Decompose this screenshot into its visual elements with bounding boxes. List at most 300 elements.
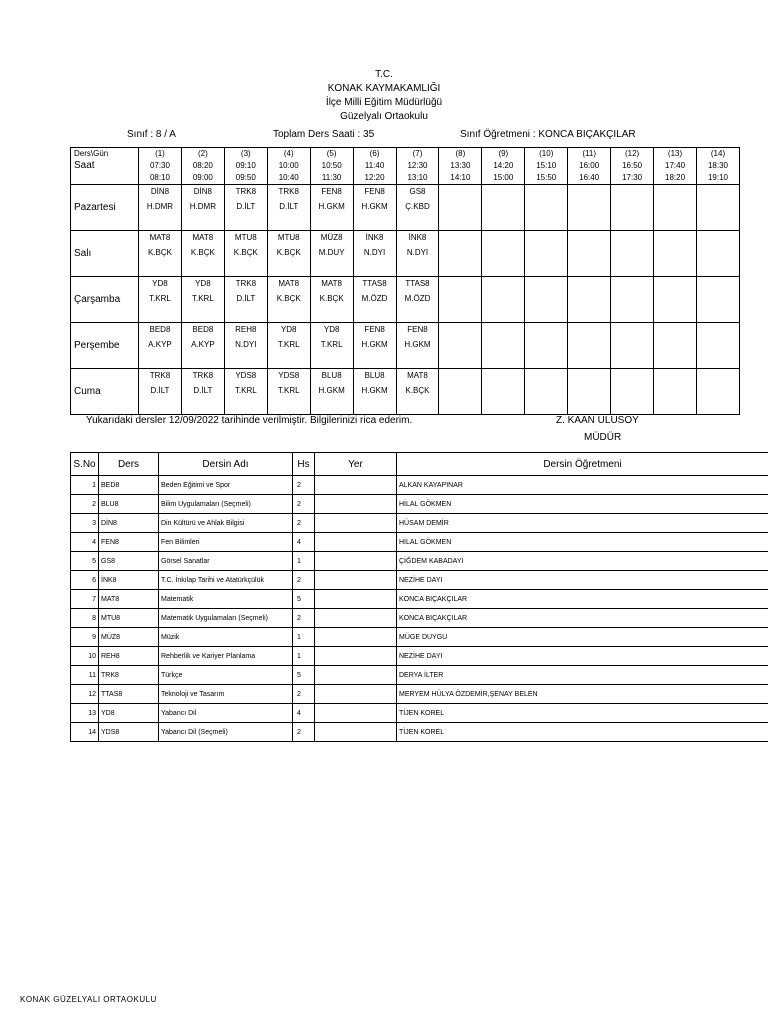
course-yer	[315, 685, 397, 704]
period-start: 08:20	[192, 161, 213, 170]
period-num: (14)	[710, 149, 726, 158]
period-start: 10:00	[278, 161, 299, 170]
lesson-code: TRK8	[235, 279, 257, 288]
lesson-code: İNK8	[408, 233, 427, 242]
schedule-cell	[611, 185, 654, 231]
course-code: İNK8	[99, 571, 159, 590]
course-code: MAT8	[99, 590, 159, 609]
period-header-cell	[611, 148, 654, 185]
course-column-header: Dersin Adı	[159, 453, 293, 476]
day-name: Perşembe	[71, 323, 139, 369]
course-yer	[315, 533, 397, 552]
course-teacher: TİJEN KOREL	[397, 704, 768, 723]
course-name: Yabancı Dil	[159, 704, 293, 723]
course-no: 10	[71, 647, 99, 666]
course-row	[71, 666, 768, 685]
course-teacher: HİLAL GÖKMEN	[397, 495, 768, 514]
schedule-cell	[224, 369, 267, 415]
course-yer	[315, 476, 397, 495]
course-no: 11	[71, 666, 99, 685]
lesson-teacher: H.GKM	[404, 340, 431, 349]
course-row	[71, 685, 768, 704]
course-hs: 2	[293, 495, 315, 514]
lesson-code: YD8	[280, 325, 297, 334]
schedule-cell	[439, 277, 482, 323]
lesson-teacher: K.BÇK	[190, 248, 215, 257]
schedule-cell	[568, 231, 611, 277]
header-line-tc: T.C.	[375, 69, 393, 80]
course-teacher: KONCA BIÇAKÇILAR	[397, 590, 768, 609]
lesson-code: BED8	[192, 325, 214, 334]
course-column-header: Ders	[99, 453, 159, 476]
header-line-school: Güzelyalı Ortaokulu	[340, 111, 428, 122]
lesson-teacher: T.KRL	[277, 386, 300, 395]
period-num: (7)	[412, 149, 423, 158]
lesson-teacher: K.BÇK	[319, 294, 344, 303]
schedule-cell	[654, 185, 697, 231]
period-num: (10)	[539, 149, 554, 158]
lesson-teacher: H.GKM	[318, 202, 345, 211]
schedule-cell	[482, 231, 525, 277]
course-code: YDS8	[99, 723, 159, 742]
course-hs: 2	[293, 514, 315, 533]
course-code: BED8	[99, 476, 159, 495]
schedule-day-row	[71, 277, 740, 323]
course-teacher: ALKAN KAYAPINAR	[397, 476, 768, 495]
schedule-cell	[439, 369, 482, 415]
schedule-cell	[310, 323, 353, 369]
schedule-cell	[310, 369, 353, 415]
course-code: MTU8	[99, 609, 159, 628]
course-name: Yabancı Dil (Seçmeli)	[159, 723, 293, 742]
schedule-corner-cell	[71, 148, 139, 185]
schedule-cell	[353, 323, 396, 369]
course-name: T.C. İnkılap Tarihi ve Atatürkçülük	[159, 571, 293, 590]
lesson-teacher: M.ÖZD	[361, 294, 388, 303]
lesson-code: MTU8	[234, 233, 257, 242]
lesson-code: DİN8	[193, 187, 212, 196]
period-header-cell	[353, 148, 396, 185]
day-name: Pazartesi	[71, 185, 139, 231]
schedule-cell	[310, 231, 353, 277]
schedule-cell	[696, 369, 739, 415]
period-num: (3)	[240, 149, 251, 158]
schedule-cell	[139, 369, 182, 415]
header-line-kaymakamlik: KONAK KAYMAKAMLIĞI	[327, 83, 441, 94]
course-hs: 2	[293, 571, 315, 590]
course-no: 4	[71, 533, 99, 552]
schedule-cell	[611, 323, 654, 369]
course-hs: 1	[293, 628, 315, 647]
course-teacher: NEZİHE DAYI	[397, 571, 768, 590]
schedule-cell	[696, 231, 739, 277]
course-name: Matematik	[159, 590, 293, 609]
period-num: (5)	[326, 149, 337, 158]
lesson-teacher: N.DYI	[363, 248, 386, 257]
course-hs: 5	[293, 666, 315, 685]
period-end: 18:20	[665, 173, 686, 182]
course-teacher: DERYA İLTER	[397, 666, 768, 685]
lesson-code: MAT8	[321, 279, 343, 288]
course-no: 14	[71, 723, 99, 742]
lesson-code: GS8	[409, 187, 426, 196]
schedule-cell	[310, 277, 353, 323]
lesson-teacher: H.GKM	[318, 386, 345, 395]
lesson-teacher: H.DMR	[146, 202, 174, 211]
lesson-code: TRK8	[235, 187, 257, 196]
schedule-cell	[267, 231, 310, 277]
period-start: 09:10	[235, 161, 256, 170]
lesson-teacher: D.İLT	[236, 202, 256, 211]
schedule-cell	[139, 185, 182, 231]
period-num: (8)	[455, 149, 466, 158]
course-no: 8	[71, 609, 99, 628]
period-end: 09:50	[235, 173, 256, 182]
period-start: 10:50	[321, 161, 342, 170]
course-row	[71, 552, 768, 571]
period-end: 17:30	[622, 173, 643, 182]
course-row	[71, 514, 768, 533]
course-code: DİN8	[99, 514, 159, 533]
course-row	[71, 476, 768, 495]
course-yer	[315, 723, 397, 742]
schedule-cell	[353, 369, 396, 415]
lesson-code: MÜZ8	[320, 233, 343, 242]
lesson-code: YD8	[152, 279, 168, 288]
schedule-cell	[525, 231, 568, 277]
period-end: 16:40	[579, 173, 600, 182]
schedule-cell	[267, 277, 310, 323]
course-teacher: HİLAL GÖKMEN	[397, 533, 768, 552]
course-code: TRK8	[99, 666, 159, 685]
schedule-cell	[396, 231, 439, 277]
period-header-cell	[525, 148, 568, 185]
schedule-cell	[267, 369, 310, 415]
lesson-teacher: D.İLT	[279, 202, 299, 211]
course-name: Beden Eğitimi ve Spor	[159, 476, 293, 495]
schedule-cell	[525, 185, 568, 231]
lesson-teacher: T.KRL	[191, 294, 214, 303]
schedule-cell	[696, 185, 739, 231]
course-no: 2	[71, 495, 99, 514]
period-start: 18:30	[707, 161, 728, 170]
total-hours-info: Toplam Ders Saati : 35	[273, 129, 375, 140]
schedule-cell	[396, 369, 439, 415]
period-header-cell	[482, 148, 525, 185]
schedule-cell	[396, 323, 439, 369]
course-yer	[315, 514, 397, 533]
schedule-cell	[181, 369, 224, 415]
period-end: 15:00	[493, 173, 514, 182]
lesson-code: BLU8	[364, 371, 385, 380]
lesson-code: TRK8	[149, 371, 171, 380]
course-code: BLU8	[99, 495, 159, 514]
schedule-cell	[696, 323, 739, 369]
schedule-cell	[267, 323, 310, 369]
lesson-code: MAT8	[407, 371, 428, 380]
schedule-cell	[654, 231, 697, 277]
course-hs: 4	[293, 533, 315, 552]
course-teacher: NEZİHE DAYI	[397, 647, 768, 666]
schedule-cell	[654, 323, 697, 369]
course-header-row	[71, 453, 768, 476]
period-num: (2)	[197, 149, 208, 158]
class-teacher-info: Sınıf Öğretmeni : KONCA BIÇAKÇILAR	[460, 129, 636, 140]
lesson-code: DİN8	[150, 187, 170, 196]
period-start: 15:10	[536, 161, 557, 170]
schedule-cell	[568, 369, 611, 415]
schedule-cell	[224, 185, 267, 231]
course-code: GS8	[99, 552, 159, 571]
course-yer	[315, 571, 397, 590]
course-code: TTAS8	[99, 685, 159, 704]
day-name: Cuma	[71, 369, 139, 415]
course-no: 5	[71, 552, 99, 571]
schedule-cell	[482, 323, 525, 369]
schedule-cell	[353, 185, 396, 231]
schedule-cell	[654, 277, 697, 323]
course-column-header: S.No	[71, 453, 99, 476]
lesson-teacher: M.DUY	[318, 248, 345, 257]
period-end: 09:00	[192, 173, 213, 182]
course-code: REH8	[99, 647, 159, 666]
course-hs: 1	[293, 552, 315, 571]
course-code: MÜZ8	[99, 628, 159, 647]
period-start: 14:20	[493, 161, 514, 170]
period-end: 12:20	[364, 173, 385, 182]
lesson-teacher: D.İLT	[150, 386, 170, 395]
course-name: Teknoloji ve Tasarım	[159, 685, 293, 704]
course-teacher: MÜGE DUYGU	[397, 628, 768, 647]
period-header-cell	[139, 148, 182, 185]
course-row	[71, 609, 768, 628]
course-teacher: KONCA BIÇAKÇILAR	[397, 609, 768, 628]
schedule-cell	[525, 323, 568, 369]
schedule-cell	[181, 185, 224, 231]
course-teacher: MERYEM HÜLYA ÖZDEMİR,ŞENAY BELEN	[397, 685, 768, 704]
course-no: 7	[71, 590, 99, 609]
course-no: 1	[71, 476, 99, 495]
lesson-teacher: M.ÖZD	[404, 294, 431, 303]
footer-school-name: KONAK GÜZELYALI ORTAOKULU	[20, 995, 157, 1004]
lesson-teacher: K.BÇK	[276, 294, 301, 303]
schedule-cell	[353, 231, 396, 277]
schedule-cell	[525, 277, 568, 323]
lesson-teacher: N.DYI	[406, 248, 429, 257]
schedule-cell	[396, 277, 439, 323]
course-row	[71, 704, 768, 723]
course-name: Fen Bilimleri	[159, 533, 293, 552]
principal-title: MÜDÜR	[584, 432, 622, 443]
course-hs: 5	[293, 590, 315, 609]
course-yer	[315, 609, 397, 628]
lesson-teacher: N.DYI	[235, 340, 257, 349]
period-header-cell	[568, 148, 611, 185]
lesson-code: TRK8	[278, 187, 299, 196]
schedule-day-row	[71, 323, 740, 369]
principal-name: Z. KAAN ULUSOY	[556, 415, 639, 426]
course-teacher: ÇİĞDEM KABADAYI	[397, 552, 768, 571]
course-name: Görsel Sanatlar	[159, 552, 293, 571]
course-row	[71, 628, 768, 647]
lesson-code: BED8	[149, 325, 171, 334]
period-start: 07:30	[149, 161, 170, 170]
schedule-cell	[396, 185, 439, 231]
lesson-code: FEN8	[364, 187, 385, 196]
lesson-teacher: K.BÇK	[276, 248, 301, 257]
header-line-mudurluk: İlçe Milli Eğitim Müdürlüğü	[325, 97, 443, 108]
period-num: (11)	[582, 149, 596, 158]
lesson-teacher: K.BÇK	[147, 248, 172, 257]
schedule-day-row	[71, 231, 740, 277]
lesson-teacher: D.İLT	[193, 386, 213, 395]
lesson-code: YDS8	[235, 371, 257, 380]
schedule-cell	[224, 277, 267, 323]
course-row	[71, 495, 768, 514]
schedule-cell	[181, 323, 224, 369]
lesson-teacher: H.DMR	[189, 202, 216, 211]
lesson-code: FEN8	[364, 325, 385, 334]
schedule-cell	[482, 185, 525, 231]
course-yer	[315, 590, 397, 609]
day-name: Çarşamba	[71, 277, 139, 323]
course-name: Müzik	[159, 628, 293, 647]
course-teacher: TİJEN KOREL	[397, 723, 768, 742]
schedule-cell	[482, 277, 525, 323]
course-column-header: Yer	[315, 453, 397, 476]
period-header-cell	[654, 148, 697, 185]
period-start: 11:40	[364, 161, 385, 170]
course-row	[71, 571, 768, 590]
course-name: Din Kültürü ve Ahlak Bilgisi	[159, 514, 293, 533]
day-name: Salı	[71, 231, 139, 277]
period-num: (4)	[283, 149, 294, 158]
course-name: Türkçe	[159, 666, 293, 685]
period-start: 17:40	[665, 161, 686, 170]
lesson-code: YDS8	[278, 371, 300, 380]
lesson-code: TRK8	[192, 371, 214, 380]
lesson-code: FEN8	[321, 187, 342, 196]
course-teacher: HÜSAM DEMİR	[397, 514, 768, 533]
period-end: 08:10	[149, 173, 170, 182]
lesson-teacher: Ç.KBD	[405, 202, 430, 211]
class-info: Sınıf : 8 / A	[127, 129, 176, 140]
schedule-cell	[568, 323, 611, 369]
lesson-teacher: T.KRL	[149, 294, 171, 303]
schedule-cell	[139, 277, 182, 323]
course-hs: 1	[293, 647, 315, 666]
course-name: Matematik Uygulamaları (Seçmeli)	[159, 609, 293, 628]
period-num: (9)	[498, 149, 509, 158]
course-no: 3	[71, 514, 99, 533]
lesson-teacher: T.KRL	[320, 340, 343, 349]
lesson-code: İNK8	[365, 233, 384, 242]
lesson-teacher: K.BÇK	[233, 248, 258, 257]
schedule-cell	[439, 185, 482, 231]
lesson-teacher: K.BÇK	[405, 386, 430, 395]
course-yer	[315, 628, 397, 647]
schedule-day-row	[71, 369, 740, 415]
course-column-header: Dersin Öğretmeni	[397, 453, 768, 476]
lesson-code: MAT8	[149, 233, 171, 242]
period-header-cell	[224, 148, 267, 185]
lesson-teacher: T.KRL	[234, 386, 257, 395]
period-start: 13:30	[450, 161, 471, 170]
period-end: 11:30	[321, 173, 342, 182]
schedule-cell	[181, 231, 224, 277]
course-name: Bilim Uygulamaları (Seçmeli)	[159, 495, 293, 514]
lesson-code: MTU8	[277, 233, 300, 242]
course-yer	[315, 666, 397, 685]
lesson-code: YD8	[195, 279, 211, 288]
course-row	[71, 647, 768, 666]
schedule-cell	[482, 369, 525, 415]
period-end: 15:50	[536, 173, 557, 182]
period-header-cell	[267, 148, 310, 185]
course-no: 13	[71, 704, 99, 723]
course-code: YD8	[99, 704, 159, 723]
lesson-teacher: A.KYP	[191, 340, 215, 349]
schedule-cell	[224, 231, 267, 277]
period-num: (6)	[369, 149, 380, 158]
course-list-table	[70, 452, 768, 742]
course-hs: 2	[293, 723, 315, 742]
period-num: (12)	[624, 149, 640, 158]
schedule-note: Yukarıdaki dersler 12/09/2022 tarihinde verilmiştir. Bilgilerinizi rica ederim.	[86, 415, 413, 426]
course-yer	[315, 495, 397, 514]
period-num: (13)	[667, 149, 683, 158]
course-code: FEN8	[99, 533, 159, 552]
schedule-day-row	[71, 185, 740, 231]
course-no: 6	[71, 571, 99, 590]
course-row	[71, 723, 768, 742]
period-start: 16:50	[622, 161, 643, 170]
period-end: 14:10	[450, 173, 471, 182]
period-start: 12:30	[407, 161, 428, 170]
lesson-code: MAT8	[192, 233, 214, 242]
period-end: 13:10	[407, 173, 428, 182]
course-row	[71, 590, 768, 609]
course-no: 9	[71, 628, 99, 647]
period-num: (1)	[155, 149, 165, 158]
schedule-cell	[139, 323, 182, 369]
schedule-cell	[568, 185, 611, 231]
period-header-cell	[396, 148, 439, 185]
lesson-code: MAT8	[278, 279, 300, 288]
schedule-cell	[611, 277, 654, 323]
course-name: Rehberlik ve Kariyer Planlama	[159, 647, 293, 666]
schedule-cell	[139, 231, 182, 277]
schedule-cell	[267, 185, 310, 231]
lesson-teacher: H.GKM	[361, 340, 388, 349]
course-hs: 4	[293, 704, 315, 723]
schedule-cell	[224, 323, 267, 369]
lesson-code: TTAS8	[405, 279, 430, 288]
schedule-cell	[611, 369, 654, 415]
period-header-cell	[439, 148, 482, 185]
schedule-cell	[439, 231, 482, 277]
lesson-teacher: T.KRL	[277, 340, 300, 349]
corner-bottom-label: Saat	[74, 160, 95, 171]
lesson-code: FEN8	[407, 325, 428, 334]
schedule-cell	[611, 231, 654, 277]
course-yer	[315, 647, 397, 666]
course-yer	[315, 552, 397, 571]
schedule-table	[70, 147, 740, 415]
period-start: 16:00	[579, 161, 600, 170]
lesson-code: YD8	[323, 325, 340, 334]
lesson-teacher: H.GKM	[361, 202, 388, 211]
